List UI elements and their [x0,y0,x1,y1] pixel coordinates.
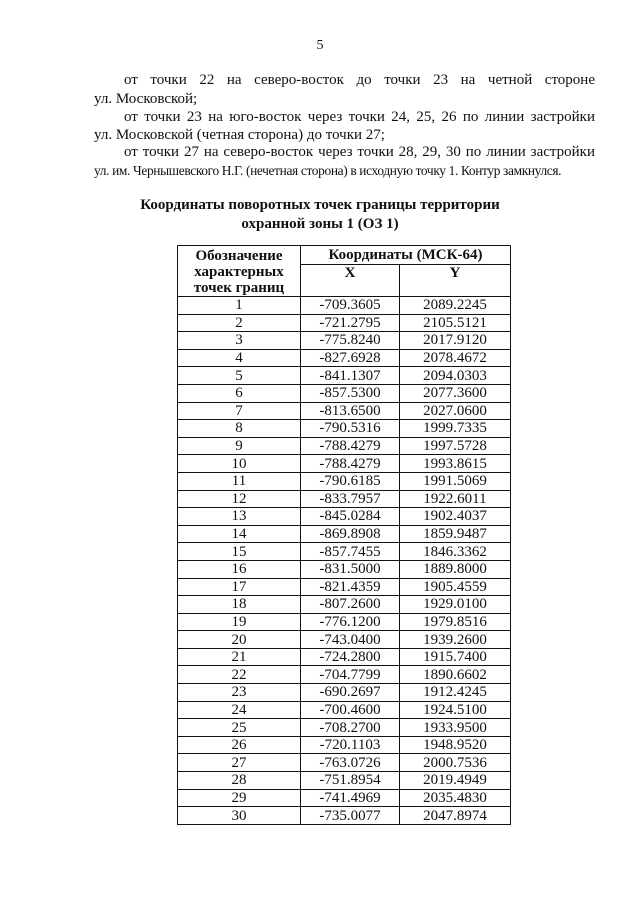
x-coordinate-cell: -751.8954 [301,772,400,790]
y-coordinate-cell: 1902.4037 [400,508,511,526]
y-coordinate-cell: 1929.0100 [400,596,511,614]
table-row [178,420,511,438]
table-row [178,525,511,543]
table-row [178,684,511,702]
table-row [178,332,511,350]
paragraph-1-line-1: от точки 22 на северо-восток до точки 23 на четной стороне [124,72,595,88]
point-number-cell: 20 [178,631,301,649]
table-row [178,596,511,614]
x-coordinate-cell: -690.2697 [301,684,400,702]
paragraph-1-line-2: ул. Московской; [94,91,198,107]
point-number-cell: 2 [178,314,301,332]
header-point-id-line-3: точек границ [193,280,285,296]
table-row [178,472,511,490]
point-number-cell: 28 [178,772,301,790]
point-number-cell: 8 [178,420,301,438]
table-row [178,508,511,526]
table-row [178,455,511,473]
point-number-cell: 18 [178,596,301,614]
y-coordinate-cell: 2017.9120 [400,332,511,350]
y-coordinate-cell: 1933.9500 [400,719,511,737]
point-number-cell: 11 [178,472,301,490]
point-number-cell: 1 [178,297,301,315]
table-row [178,367,511,385]
point-number-cell: 17 [178,578,301,596]
y-coordinate-cell: 1905.4559 [400,578,511,596]
y-coordinate-cell: 1979.8516 [400,613,511,631]
y-coordinate-cell: 1993.8615 [400,455,511,473]
table-row [178,402,511,420]
header-y: Y [400,265,511,297]
coordinates-table [177,245,511,825]
table-body [178,297,511,825]
x-coordinate-cell: -709.3605 [301,297,400,315]
table-title-line-2: охранной зоны 1 (ОЗ 1) [241,216,399,232]
y-coordinate-cell: 1922.6011 [400,490,511,508]
x-coordinate-cell: -790.6185 [301,472,400,490]
x-coordinate-cell: -841.1307 [301,367,400,385]
x-coordinate-cell: -788.4279 [301,455,400,473]
page-number: 5 [316,38,324,53]
y-coordinate-cell: 2019.4949 [400,772,511,790]
point-number-cell: 25 [178,719,301,737]
x-coordinate-cell: -704.7799 [301,666,400,684]
x-coordinate-cell: -763.0726 [301,754,400,772]
y-coordinate-cell: 1889.8000 [400,560,511,578]
point-number-cell: 9 [178,437,301,455]
table-row [178,807,511,825]
x-coordinate-cell: -821.4359 [301,578,400,596]
y-coordinate-cell: 1999.7335 [400,420,511,438]
y-coordinate-cell: 2105.5121 [400,314,511,332]
table-row [178,701,511,719]
paragraph-3-line-2: ул. им. Чернышевского Н.Г. (нечетная сторона) в исходную точку 1. Контур замкнулся. [94,163,562,178]
table-row [178,648,511,666]
header-point-id-line-2: характерных [194,264,284,280]
y-coordinate-cell: 2077.3600 [400,384,511,402]
point-number-cell: 24 [178,701,301,719]
table-title-line-1: Координаты поворотных точек границы территории [140,197,500,213]
point-number-cell: 30 [178,807,301,825]
table-row [178,613,511,631]
table-row [178,772,511,790]
table-row [178,789,511,807]
x-coordinate-cell: -869.8908 [301,525,400,543]
x-coordinate-cell: -735.0077 [301,807,400,825]
y-coordinate-cell: 1997.5728 [400,437,511,455]
x-coordinate-cell: -833.7957 [301,490,400,508]
y-coordinate-cell: 2027.0600 [400,402,511,420]
y-coordinate-cell: 1859.9487 [400,525,511,543]
x-coordinate-cell: -845.0284 [301,508,400,526]
table-row [178,736,511,754]
x-coordinate-cell: -700.4600 [301,701,400,719]
y-coordinate-cell: 2035.4830 [400,789,511,807]
table-row [178,631,511,649]
y-coordinate-cell: 1924.5100 [400,701,511,719]
table-title [0,196,640,234]
x-coordinate-cell: -775.8240 [301,332,400,350]
table-row [178,384,511,402]
table-row [178,490,511,508]
x-coordinate-cell: -720.1103 [301,736,400,754]
y-coordinate-cell: 2000.7536 [400,754,511,772]
x-coordinate-cell: -741.4969 [301,789,400,807]
x-coordinate-cell: -813.6500 [301,402,400,420]
table-row [178,349,511,367]
x-coordinate-cell: -743.0400 [301,631,400,649]
paragraph-2-line-2: ул. Московской (четная сторона) до точки 27; [94,127,385,143]
table-row [178,666,511,684]
point-number-cell: 5 [178,367,301,385]
point-number-cell: 19 [178,613,301,631]
paragraph-3-line-1: от точки 27 на северо-восток через точки 28, 29, 30 по линии застройки [124,144,595,160]
y-coordinate-cell: 2089.2245 [400,297,511,315]
table-row [178,578,511,596]
x-coordinate-cell: -831.5000 [301,560,400,578]
x-coordinate-cell: -827.6928 [301,349,400,367]
x-coordinate-cell: -721.2795 [301,314,400,332]
point-number-cell: 13 [178,508,301,526]
x-coordinate-cell: -857.7455 [301,543,400,561]
x-coordinate-cell: -857.5300 [301,384,400,402]
y-coordinate-cell: 1991.5069 [400,472,511,490]
point-number-cell: 6 [178,384,301,402]
point-number-cell: 29 [178,789,301,807]
y-coordinate-cell: 1948.9520 [400,736,511,754]
point-number-cell: 23 [178,684,301,702]
point-number-cell: 27 [178,754,301,772]
x-coordinate-cell: -788.4279 [301,437,400,455]
y-coordinate-cell: 1915.7400 [400,648,511,666]
point-number-cell: 21 [178,648,301,666]
y-coordinate-cell: 1846.3362 [400,543,511,561]
y-coordinate-cell: 2047.8974 [400,807,511,825]
point-number-cell: 12 [178,490,301,508]
table-row [178,297,511,315]
header-point-id-line-1: Обозначение [195,248,283,264]
y-coordinate-cell: 2078.4672 [400,349,511,367]
table-row [178,543,511,561]
point-number-cell: 22 [178,666,301,684]
y-coordinate-cell: 2094.0303 [400,367,511,385]
header-x: X [301,265,400,297]
header-point-id [178,246,301,297]
y-coordinate-cell: 1890.6602 [400,666,511,684]
point-number-cell: 16 [178,560,301,578]
x-coordinate-cell: -807.2600 [301,596,400,614]
point-number-cell: 10 [178,455,301,473]
table-row [178,754,511,772]
header-coordinates: Координаты (МСК-64) [301,246,511,265]
paragraph-2-line-1: от точки 23 на юго-восток через точки 24, 25, 26 по линии застройки [124,109,595,125]
point-number-cell: 26 [178,736,301,754]
x-coordinate-cell: -790.5316 [301,420,400,438]
table-row [178,560,511,578]
x-coordinate-cell: -708.2700 [301,719,400,737]
point-number-cell: 4 [178,349,301,367]
y-coordinate-cell: 1912.4245 [400,684,511,702]
x-coordinate-cell: -724.2800 [301,648,400,666]
x-coordinate-cell: -776.1200 [301,613,400,631]
point-number-cell: 3 [178,332,301,350]
point-number-cell: 15 [178,543,301,561]
y-coordinate-cell: 1939.2600 [400,631,511,649]
table-row [178,314,511,332]
table-row [178,719,511,737]
point-number-cell: 7 [178,402,301,420]
point-number-cell: 14 [178,525,301,543]
table-row [178,437,511,455]
